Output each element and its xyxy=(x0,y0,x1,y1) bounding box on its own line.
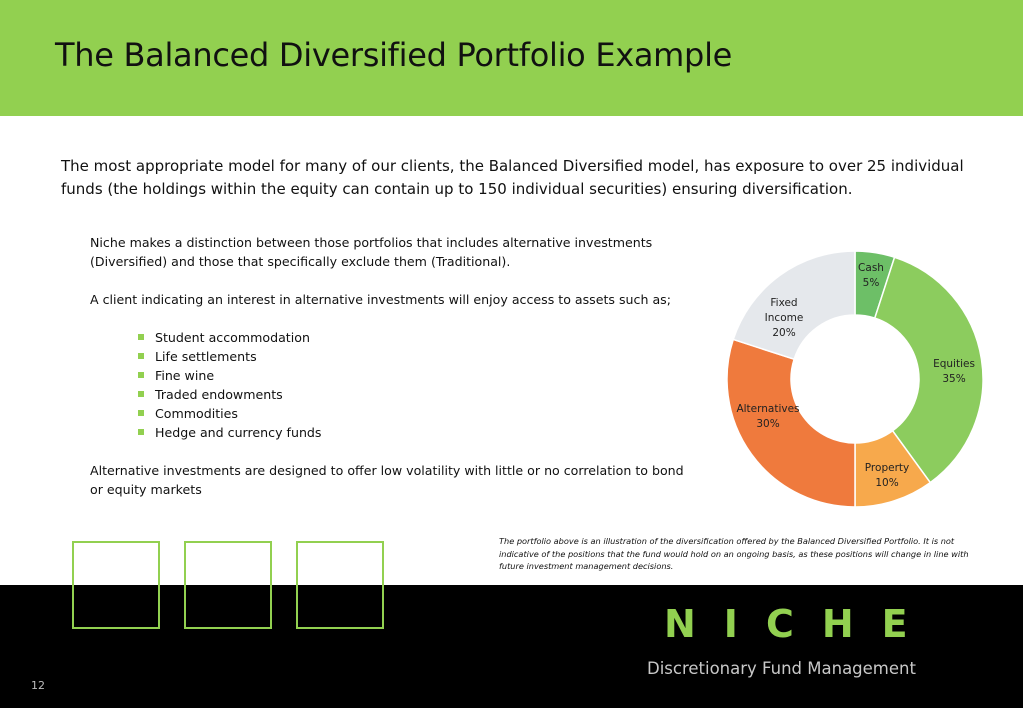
decorative-square xyxy=(184,541,272,629)
allocation-doughnut-chart xyxy=(700,235,1000,520)
doughnut-chart-svg xyxy=(700,235,1000,520)
slice-label-fixed-income: Fixed Income 20% xyxy=(764,297,804,339)
decorative-square xyxy=(296,541,384,629)
body-paragraph-1: Niche makes a distinction between those portfolios that includes alternative investments (Diversified) and those that specifically exclude them (Traditional). xyxy=(90,235,653,269)
slice-label-property: Property 10% xyxy=(864,462,910,489)
slice-label-cash: Cash 5% xyxy=(858,262,884,289)
title-banner xyxy=(0,0,1023,116)
list-item: Commodities xyxy=(138,404,690,423)
slice-label-equities: Equities 35% xyxy=(933,358,975,385)
chart-footnote: The portfolio above is an illustration of the diversification offered by the Balanced Diversified Portfolio. It is not indicative of the positions that the fund would hold on an ongoing basis, as these positions will change in line with future investment management decisions. xyxy=(499,536,969,571)
list-item: Fine wine xyxy=(138,366,690,385)
list-item: Life settlements xyxy=(138,347,690,366)
footer-tagline: Discretionary Fund Management xyxy=(647,659,916,678)
list-item: Traded endowments xyxy=(138,385,690,404)
body-paragraph-2: A client indicating an interest in alternative investments will enjoy access to assets such as; xyxy=(90,292,671,307)
decorative-square xyxy=(72,541,160,629)
page-number: 12 xyxy=(31,679,45,692)
list-item: Hedge and currency funds xyxy=(138,423,690,442)
niche-logo: NICHE xyxy=(664,602,936,646)
list-item: Student accommodation xyxy=(138,328,690,347)
slice-alternatives xyxy=(727,339,855,507)
slide-title: The Balanced Diversified Portfolio Example xyxy=(55,36,733,74)
slice-label-alternatives: Alternatives 30% xyxy=(736,403,800,430)
intro-paragraph: The most appropriate model for many of our clients, the Balanced Diversified model, has exposure to over 25 individual funds (the holdings within the equity can contain up to 150 individual securities) ensuring diversification. xyxy=(61,157,964,198)
body-text xyxy=(90,233,690,499)
alternative-assets-list xyxy=(90,328,690,442)
body-paragraph-3: Alternative investments are designed to offer low volatility with little or no correlation to bond or equity markets xyxy=(90,463,684,497)
